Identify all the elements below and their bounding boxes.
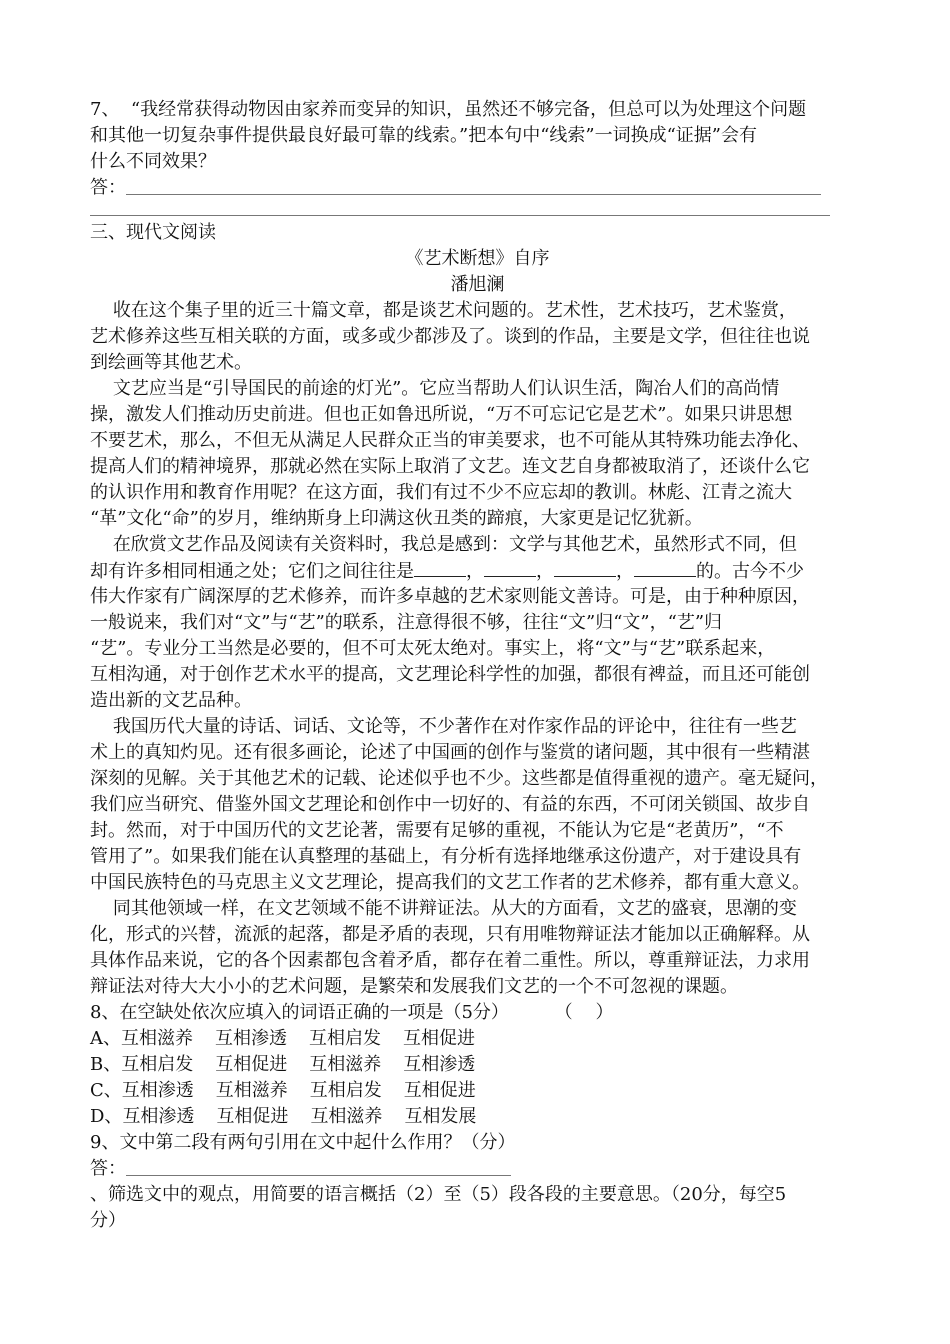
question-10 [90, 1182, 865, 1234]
p3-blank-prefix: 却有许多相同相通之处；它们之间往往是 [90, 561, 414, 582]
p2-line: 文艺应当是“引导国民的前途的灯光”。它应当帮助人们认识生活，陶冶人们的高尚情 [90, 378, 780, 399]
paragraph-1 [90, 298, 865, 376]
article-author: 潘旭澜 [450, 274, 505, 295]
p4-line: 我们应当研究、借鉴外国文艺理论和创作中一切好的、有益的东西，不可闭关锁国、故步自 [90, 794, 810, 815]
fill-blank-2[interactable] [484, 558, 536, 577]
q8-stem: 8、在空缺处依次应填入的词语正确的一项是（5分） （ ） [90, 1002, 614, 1023]
option-word: 互相发展 [404, 1106, 477, 1127]
option-word: 互相启发 [309, 1080, 382, 1101]
p4-line: 管用了”。如果我们能在认真整理的基础上，有分析有选择地继承这份遗产，对于建设具有 [90, 846, 802, 867]
option-word: 互相渗透 [122, 1106, 195, 1127]
q9-stem: 9、文中第二段有两句引用在文中起什么作用？（分） [90, 1132, 516, 1153]
p5-line: 辩证法对待大大小小的艺术问题，是繁荣和发展我们文艺的一个不可忽视的课题。 [90, 976, 738, 997]
q7-line-2: 和其他一切复杂事件提供最良好最可靠的线索。”把本句中“线索”一词换成“证据”会有 [90, 125, 758, 146]
article-title: 《艺术断想》自序 [405, 248, 550, 269]
option-word: 互相滋养 [121, 1028, 193, 1049]
p3-line: 互相沟通，对于创作艺术水平的提高，文艺理论科学性的加强，都很有裨益，而且还可能创 [90, 664, 810, 685]
fill-blank-4[interactable] [634, 558, 696, 577]
q8-options [90, 1026, 865, 1130]
q10-line-2: 分） [90, 1210, 126, 1231]
paragraph-3 [90, 532, 865, 714]
paragraph-4 [90, 714, 865, 896]
q9-answer-label: 答： [90, 1158, 126, 1179]
p2-line: 的认识作用和教育作用呢？在这方面，我们有过不少不应忘却的教训。林彪、江青之流大 [90, 482, 792, 503]
p5-line: 具体作品来说，它的各个因素都包含着矛盾，都存在着二重性。所以，尊重辩证法，力求用 [90, 950, 810, 971]
option-label: B、 [90, 1054, 122, 1075]
p3-line: 一般说来，我们对“文”与“艺”的联系，注意得很不够，往往“文”归“文”，“艺”归 [90, 612, 723, 633]
fill-blank-1[interactable] [414, 558, 466, 577]
p4-line: 术上的真知灼见。还有很多画论，论述了中国画的创作与鉴赏的诸问题，其中很有一些精湛 [90, 742, 810, 763]
option-word: 互相促进 [215, 1054, 288, 1075]
p2-line: 操，激发人们推动历史前进。但也正如鲁迅所说，“万不可忘记它是艺术”。如果只讲思想 [90, 404, 793, 425]
q9-answer-blank[interactable] [126, 1175, 511, 1176]
q8-option-b[interactable] [90, 1052, 865, 1078]
p3-sep: ， [616, 561, 634, 582]
p3-line: 造出新的文艺品种。 [90, 690, 252, 711]
q10-line-1: 、筛选文中的观点，用简要的语言概括（2）至（5）段各段的主要意思。（20分，每空5 [90, 1184, 787, 1205]
p4-line: 深刻的见解。关于其他艺术的记载、论述似乎也不少。这些都是值得重视的遗产。毫无疑问， [90, 768, 828, 789]
q8-option-a[interactable] [90, 1026, 865, 1052]
p1-line: 收在这个集子里的近三十篇文章，都是谈艺术问题的。艺术性，艺术技巧，艺术鉴赏， [90, 300, 797, 321]
p3-sep: ， [466, 561, 484, 582]
section-title: 三、现代文阅读 [90, 222, 216, 243]
option-word: 互相促进 [216, 1106, 289, 1127]
option-word: 互相渗透 [215, 1028, 287, 1049]
p3-line: “艺”。专业分工当然是必要的，但不可太死太绝对。事实上，将“文”与“艺”联系起来， [90, 638, 776, 659]
fill-blank-3[interactable] [554, 558, 616, 577]
p3-sep: ， [536, 561, 554, 582]
option-word: 互相滋养 [309, 1054, 382, 1075]
option-word: 互相促进 [403, 1028, 475, 1049]
question-9 [90, 1130, 865, 1182]
option-label: A、 [90, 1028, 121, 1049]
p4-line: 中国民族特色的马克思主义文艺理论，提高我们的文艺工作者的艺术修养，都有重大意义。 [90, 872, 810, 893]
q7-answer-label: 答： [90, 177, 126, 198]
option-label: D、 [90, 1106, 123, 1127]
p2-line: “革”文化“命”的岁月，维纳斯身上印满这伙丑类的蹄痕，大家更是记忆犹新。 [90, 508, 703, 529]
exam-page [90, 97, 865, 1234]
p1-line: 艺术修养这些互相关联的方面，或多或少都涉及了。谈到的作品，主要是文学，但往往也说 [90, 326, 810, 347]
q7-answer-row [90, 175, 865, 201]
p2-line: 不要艺术，那么，不但无从满足人民群众正当的审美要求，也不可能从其特殊功能去净化、 [90, 430, 810, 451]
option-label: C、 [90, 1080, 122, 1101]
q7-answer-blank[interactable] [126, 194, 821, 195]
p1-line: 到绘画等其他艺术。 [90, 352, 252, 373]
q7-line-1: 7、 “我经常获得动物因由家养而变异的知识，虽然还不够完备，但总可以为处理这个问题 [90, 99, 807, 120]
q9-answer-row [90, 1156, 865, 1182]
p2-line: 提高人们的精神境界，那就必然在实际上取消了文艺。连文艺自身都被取消了，还谈什么它 [90, 456, 810, 477]
p5-line: 化，形式的兴替，流派的起落，都是矛盾的表现，只有用唯物辩证法才能加以正确解释。从 [90, 924, 810, 945]
option-word: 互相渗透 [403, 1054, 476, 1075]
p3-line: 伟大作家有广阔深厚的艺术修养，而许多卓越的艺术家则能文善诗。可是，由于种种原因， [90, 586, 810, 607]
q8-option-d[interactable] [90, 1104, 865, 1130]
p3-line: 在欣赏文艺作品及阅读有关资料时，我总是感到：文学与其他艺术，虽然形式不同，但 [90, 534, 797, 555]
q7-line-3: 什么不同效果？ [90, 151, 216, 172]
q7-answer-blank-2[interactable] [90, 215, 830, 216]
option-word: 互相滋养 [310, 1106, 383, 1127]
paragraph-2 [90, 376, 865, 532]
option-word: 互相滋养 [215, 1080, 288, 1101]
option-word: 互相启发 [121, 1054, 194, 1075]
question-7 [90, 97, 865, 216]
p3-blank-suffix: 的。古今不少 [696, 561, 804, 582]
option-word: 互相促进 [403, 1080, 476, 1101]
p4-line: 封。然而，对于中国历代的文艺论著，需要有足够的重视，不能认为它是“老黄历”，“不 [90, 820, 784, 841]
option-word: 互相渗透 [121, 1080, 194, 1101]
p3-blank-line [90, 558, 865, 584]
q8-option-c[interactable] [90, 1078, 865, 1104]
question-8 [90, 1000, 865, 1130]
paragraph-5 [90, 896, 865, 1000]
p4-line: 我国历代大量的诗话、词话、文论等，不少著作在对作家作品的评论中，往往有一些艺 [90, 716, 797, 737]
option-word: 互相启发 [309, 1028, 381, 1049]
p5-line: 同其他领域一样，在文艺领域不能不讲辩证法。从大的方面看，文艺的盛衰，思潮的变 [90, 898, 797, 919]
